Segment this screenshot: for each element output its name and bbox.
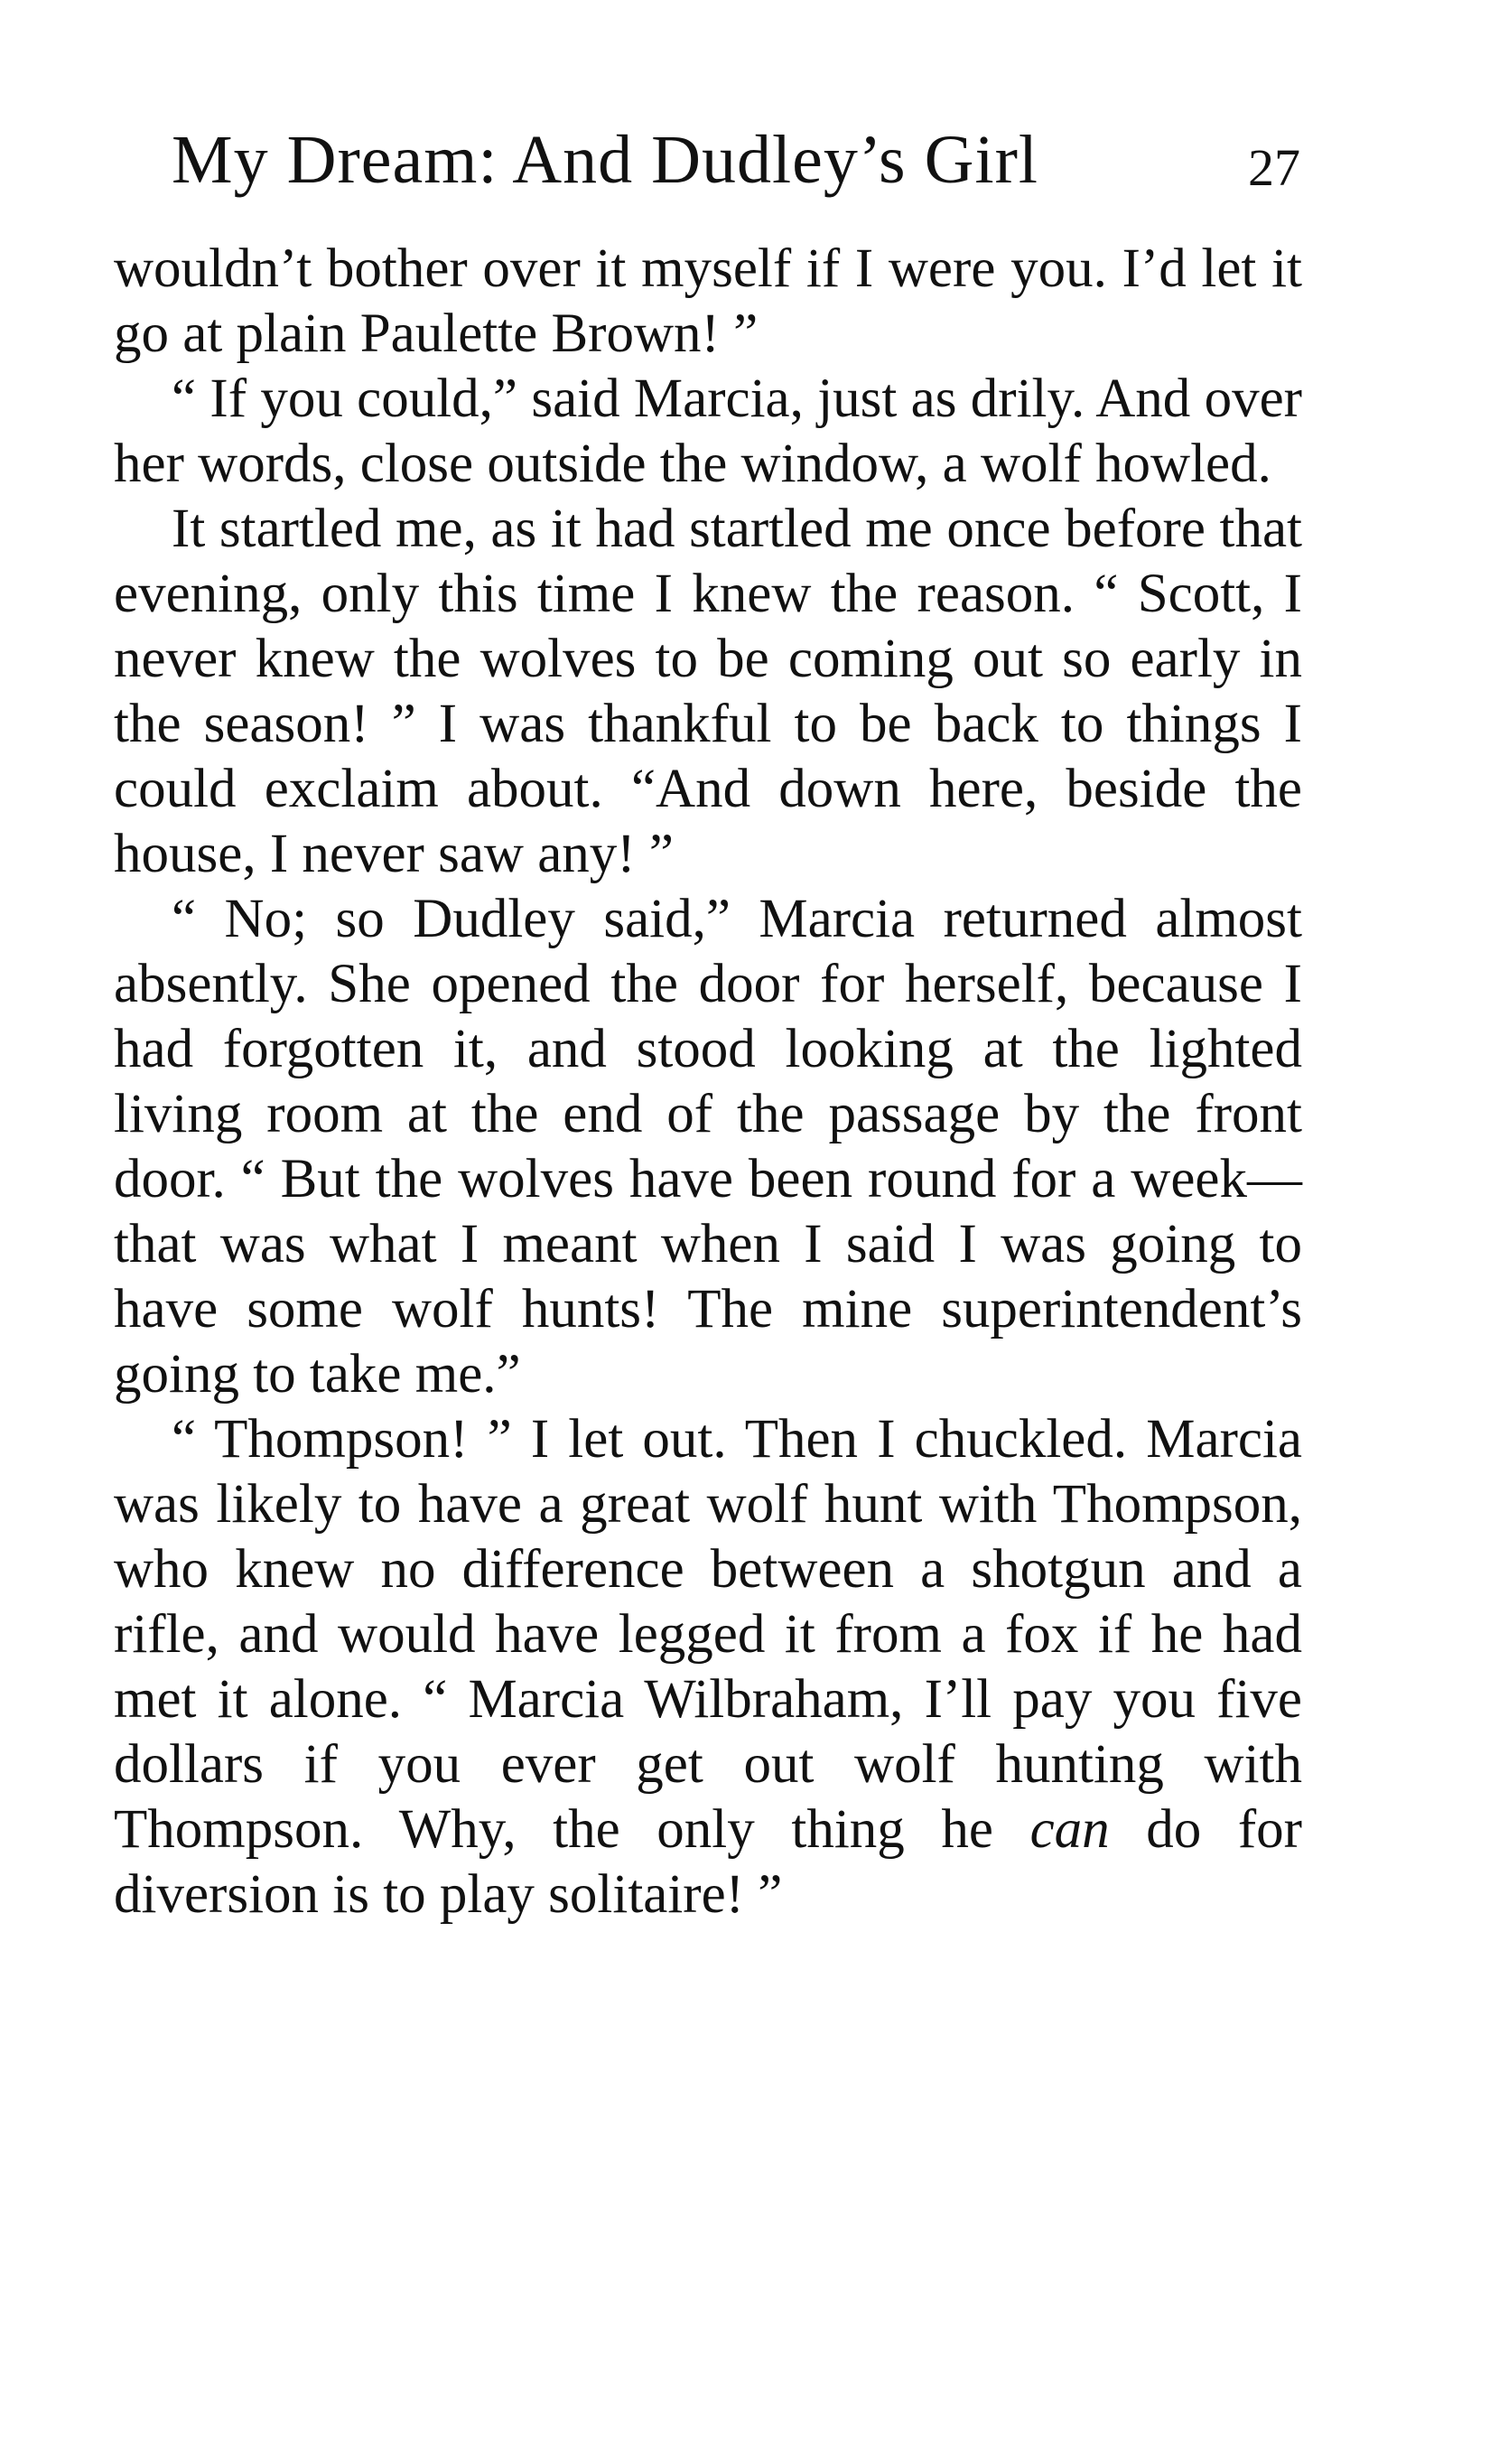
paragraph-3: It startled me, as it had startled me once before that evening, only this time I knew the reason. “ Scott, I never knew the wolves to be coming out so early in the season! ” I was thankful to be back to things I could exclaim about. “And down here, beside the house, I never saw any! ” xyxy=(114,499,1302,884)
paragraph-5-emphasis: can xyxy=(1029,1799,1110,1860)
body-text xyxy=(114,237,1302,1927)
paragraph-4: “ No; so Dudley said,” Marcia returned almost absently. She opened the door for herself, because I had forgotten it, and stood looking at the lighted living room at the end of the passage by the front door. “ But the wolves have been round for a week—that was what I meant when I said I was going to have some wolf hunts! The mine superintendent’s going to take me.” xyxy=(114,889,1302,1405)
paragraph-5-text-b: do for diversion is to play solitaire! ” xyxy=(114,1799,1302,1925)
paragraph-1: wouldn’t bother over it myself if I were you. I’d let it go at plain Paulette Brown! ” xyxy=(114,238,1302,364)
paragraph-5-text-a: “ Thompson! ” I let out. Then I chuckled. Marcia was likely to have a great wolf hunt with Thompson, who knew no difference between a shotgun and a rifle, and would have legged it from a fox if he had met it alone. “ Marcia Wilbraham, I’ll pay you five dollars if you ever get out wolf hunting with Thompson. Why, the only thing he xyxy=(114,1409,1302,1860)
running-head: My Dream: And Dudley’s Girl xyxy=(172,122,1039,198)
paragraph-2: “ If you could,” said Marcia, just as drily. And over her words, close outside the window, a wolf howled. xyxy=(114,369,1302,494)
page-header xyxy=(172,119,1300,201)
page-number: 27 xyxy=(1248,138,1300,197)
paragraph-5 xyxy=(114,1407,1302,1927)
